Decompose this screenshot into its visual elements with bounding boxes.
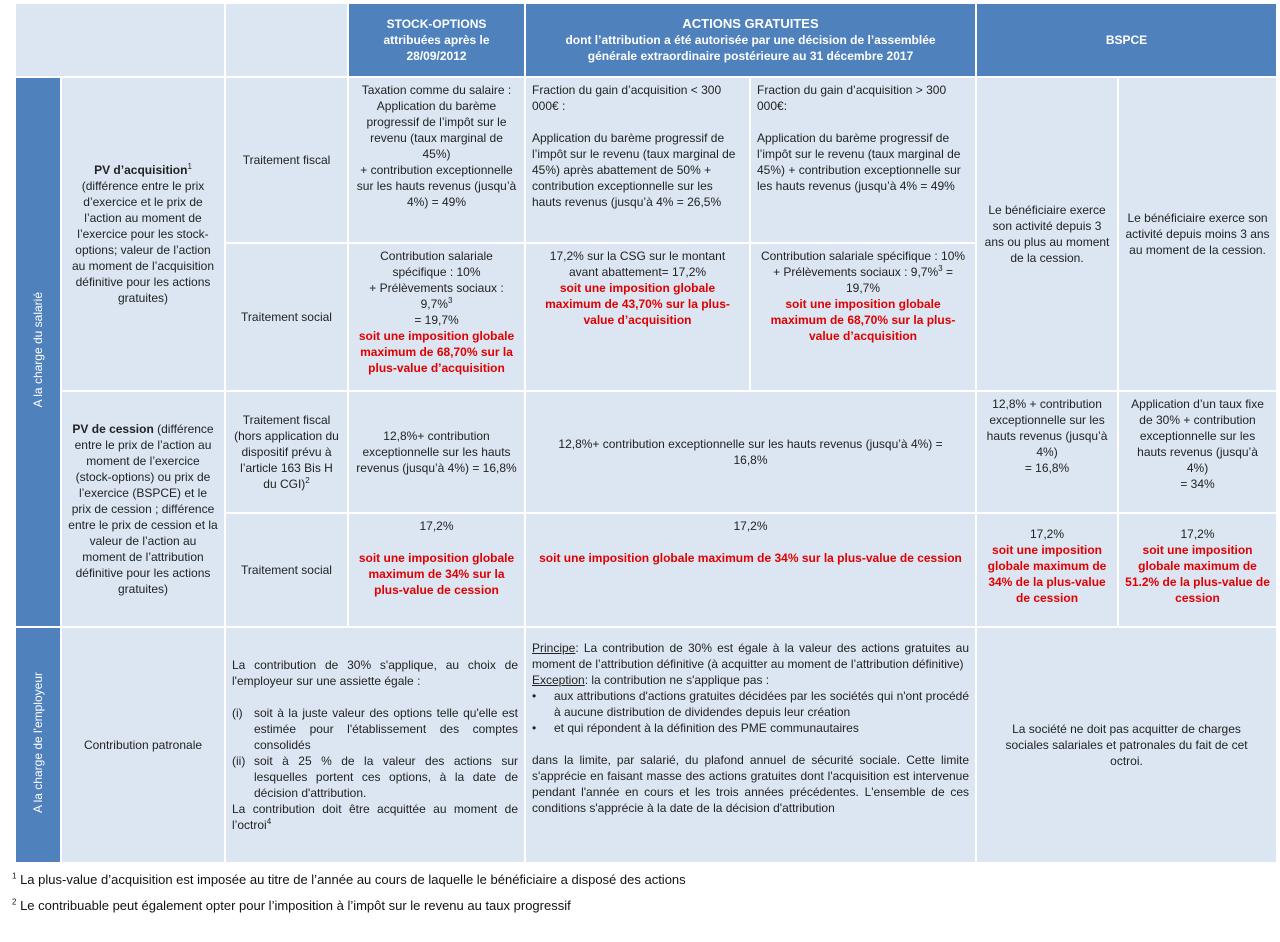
header-blank-2 <box>225 3 348 77</box>
contribution-patronale-label: Contribution patronale <box>61 627 225 863</box>
pv-ces-ag-social: 17,2% soit une imposition globale maximum de 34% sur la plus-value de cession <box>525 513 976 627</box>
pv-acq-stock-fiscal: Taxation comme du salaire : Application du barème progressif de l’impôt sur le revenu (taux marginal de 45%) + contribution exceptionnelle sur les hauts revenus (jusqu’à 4%) = 49% <box>348 77 525 243</box>
employeur-stock-item: (ii) soit à 25 % de la valeur des actions sur lesquelles portent ces options, à la date de décision d'attribution. <box>232 754 518 800</box>
tax-comparison-table <box>14 2 1278 864</box>
section-salarie: A la charge du salarié <box>15 77 61 627</box>
employeur-bspce: La société ne doit pas acquitter de charges sociales salariales et patronales du fait de cet octroi. <box>976 627 1277 863</box>
bspce-3plus: Le bénéficiaire exerce son activité depuis 3 ans ou plus au moment de la cession. <box>976 77 1118 391</box>
bspce-3less: Le bénéficiaire exerce son activité depuis moins 3 ans au moment de la cession. <box>1118 77 1277 391</box>
pv-ces-stock-social: 17,2% soit une imposition globale maximum de 34% sur la plus-value de cession <box>348 513 525 627</box>
pv-ces-ag-fiscal: 12,8%+ contribution exceptionnelle sur les hauts revenus (jusqu’à 4%) = 16,8% <box>525 391 976 513</box>
pv-acquisition-label: PV d’acquisition$^1$ (différence entre le prix d’exercice et le prix de l’action au moment de l’exercice pour les stock-options; valeur de l’action au moment de l’acquisition définitive pour les actions gratuites) <box>61 77 225 391</box>
header-blank <box>15 3 225 77</box>
pv-acq-social-label: Traitement social <box>225 243 348 391</box>
pv-ces-bspce-3plus-fiscal: 12,8% + contribution exceptionnelle sur les hauts revenus (jusqu’à 4%) = 16,8% <box>976 391 1118 513</box>
pv-ces-stock-fiscal: 12,8%+ contribution exceptionnelle sur les hauts revenus (jusqu’à 4%) = 16,8% <box>348 391 525 513</box>
pv-acq-ag-high-fiscal: Fraction du gain d’acquisition > 300 000€: Application du barème progressif de l’impôt sur le revenu (taux marginal de 45%) + contribution exceptionnelle sur les hauts revenus (jusqu’à 4% = 49% <box>750 77 976 243</box>
header-bspce: BSPCE <box>976 3 1277 77</box>
pv-ces-bspce-3less-social: 17,2% soit une imposition globale maximum de 51.2% de la plus-value de cession <box>1118 513 1277 627</box>
employeur-ag-bullet: • et qui répondent à la définition des PME communautaires <box>532 721 859 735</box>
pv-ces-social-label: Traitement social <box>225 513 348 627</box>
pv-acq-stock-social: Contribution salariale spécifique : 10% + Prélèvements sociaux : 9,7%$^3$ = 19,7% soit une imposition globale maximum de 68,70% sur la plus-value d’acquisition <box>348 243 525 391</box>
pv-ces-bspce-3plus-social: 17,2% soit une imposition globale maximum de 34% de la plus-value de cession <box>976 513 1118 627</box>
pv-acq-ag-low-fiscal: Fraction du gain d’acquisition < 300 000€ : Application du barème progressif de l’impôt sur le revenu (taux marginal de 45%) après abattement de 50% + contribution exceptionnelle sur les hauts revenus (jusqu’à 4% = 26,5% <box>525 77 750 243</box>
employeur-ag-bullet: • aux attributions d'actions gratuites décidées par les sociétés qui n'ont procédé à aucune distribution de dividendes depuis leur création <box>532 689 970 719</box>
pv-acq-fiscal-label: Traitement fiscal <box>225 77 348 243</box>
header-actions-gratuites: ACTIONS GRATUITES dont l’attribution a été autorisée par une décision de l’assemblée générale extraordinaire postérieure au 31 décembre 2017 <box>525 3 976 77</box>
employeur-stock-options: La contribution de 30% s'applique, au choix de l'employeur sur une assiette égale : (i) soit à la juste valeur des options telle qu'elle est estimée pour l'établissement des comptes consolidés (ii) soit à 25 % de la valeur des actions sur lesquelles portent ces options, à la date de décision d'attribution. La contribution doit être acquittée au moment de l’octroi$^4$ <box>225 627 525 863</box>
footnote-2: $^2$ Le contribuable peut également opter pour l’imposition à l’impôt sur le revenu au taux progressif <box>12 897 571 913</box>
pv-acq-ag-high-social: Contribution salariale spécifique : 10% + Prélèvements sociaux : 9,7%$^3$ = 19,7% soit une imposition globale maximum de 68,70% sur la plus-value d’acquisition <box>750 243 976 391</box>
footnote-1: $^1$ La plus-value d’acquisition est imposée au titre de l’année au cours de laquelle le bénéficiaire a disposé des actions <box>12 871 686 887</box>
pv-cession-label: PV de cession (différence entre le prix de l’action au moment de l’exercice (stock-options) ou prix de l’exercice (BSPCE) et le prix de cession ; différence entre le prix de cession et la valeur de l’action au moment de l’attribution définitive pour les actions gratuites) <box>61 391 225 627</box>
employeur-stock-item: (i) soit à la juste valeur des options telle qu'elle est estimée pour l'établissement des comptes consolidés <box>232 706 518 752</box>
pv-ces-bspce-3less-fiscal: Application d’un taux fixe de 30% + contribution exceptionnelle sur les hauts revenus (jusqu’à 4%) = 34% <box>1118 391 1277 513</box>
header-stock-options: STOCK-OPTIONS attribuées après le 28/09/2012 <box>348 3 525 77</box>
pv-acq-ag-low-social: 17,2% sur la CSG sur le montant avant abattement= 17,2% soit une imposition globale maximum de 43,70% sur la plus-value d’acquisition <box>525 243 750 391</box>
employeur-actions-gratuites: Principe: La contribution de 30% est égale à la valeur des actions gratuites au moment de l’attribution définitive (à acquitter au moment de l’attribution définitive) Exception: la contribution ne s'applique pas : • aux attributions d'actions gratuites décidées par les sociétés qui n'ont procédé à aucune distribution de dividendes depuis leur création • et qui répondent à la définition des PME communautaires dans la limite, par salarié, du plafond annuel de sécurité sociale. Cette limite s'apprécie en faisant masse des actions gratuites dont l'acquisition est intervenue pendant l'année en cours et les trois années précédentes. L'ensemble de ces conditions s'apprécie à la date de la décision d'attribution <box>525 627 976 863</box>
pv-ces-fiscal-label: Traitement fiscal (hors application du dispositif prévu à l’article 163 Bis H du CGI)$^2$ <box>225 391 348 513</box>
section-employeur: A la charge de l'employeur <box>15 627 61 863</box>
